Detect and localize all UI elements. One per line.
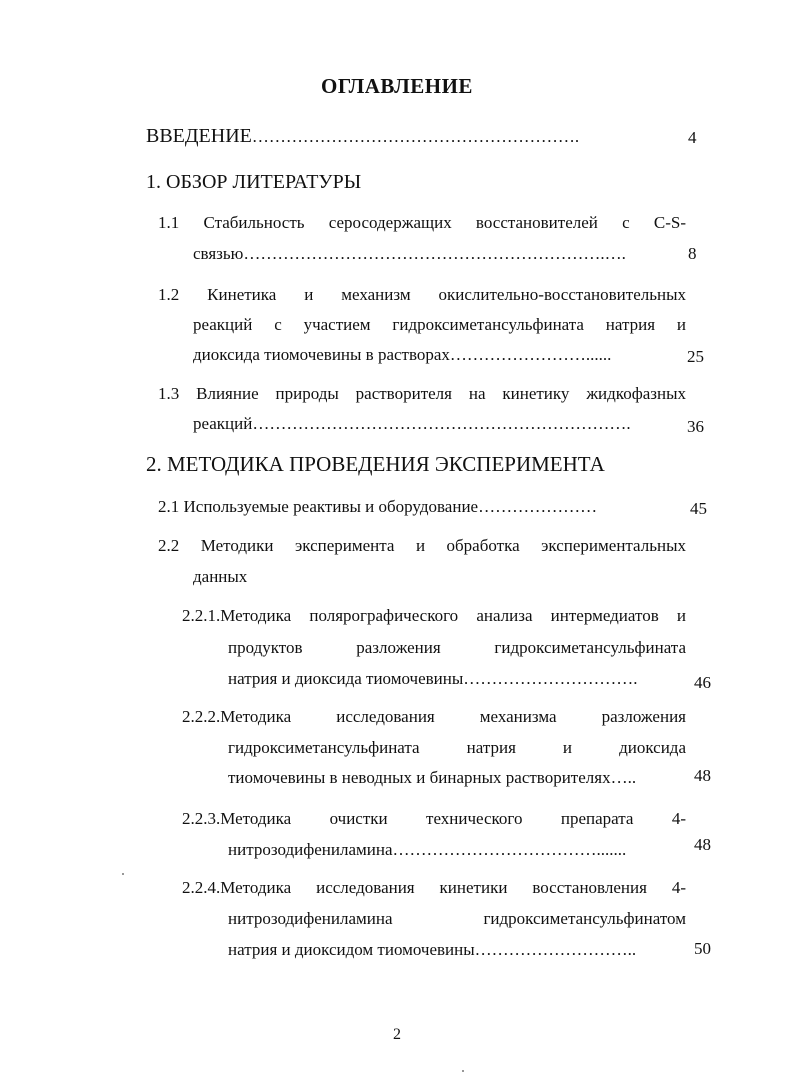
toc-entry-2-2-line2: данных bbox=[193, 567, 248, 586]
toc-entry-2-2-3-line1: 2.2.3.Методика очистки технического препарата 4- bbox=[182, 809, 686, 828]
toc-entry-2-1-line1: 2.1 Используемые реактивы и оборудование………………… bbox=[158, 497, 598, 516]
toc-entry-2-2-1-line3: натрия и диоксида тиомочевины…………………………. bbox=[228, 669, 638, 688]
toc-entry-2-2-4-line1: 2.2.4.Методика исследования кинетики восстановления 4- bbox=[182, 878, 686, 897]
toc-page-number: 48 bbox=[694, 835, 711, 854]
toc-page-number: 36 bbox=[687, 417, 704, 436]
footer-page-number: 2 bbox=[393, 1026, 401, 1043]
toc-entry-1-2-line3: диоксида тиомочевины в растворах……………………...... bbox=[193, 345, 612, 364]
toc-entry-2-2-1-line1: 2.2.1.Методика полярографического анализа интермедиатов и bbox=[182, 606, 686, 625]
toc-entry-2-2-line1: 2.2 Методики эксперимента и обработка экспериментальных bbox=[158, 536, 686, 555]
toc-entry-2-2-2-line3: тиомочевины в неводных и бинарных растворителях….. bbox=[228, 768, 637, 787]
toc-chapter-1: 1. ОБЗОР ЛИТЕРАТУРЫ bbox=[146, 171, 362, 193]
toc-page-number: 25 bbox=[687, 347, 704, 366]
toc-page-number: 48 bbox=[694, 766, 711, 785]
toc-entry-2-2-3-line2: нитрозодифениламина………………………………....... bbox=[228, 840, 627, 859]
toc-entry-label: ВВЕДЕНИЕ bbox=[146, 125, 252, 147]
toc-page-number: 46 bbox=[694, 673, 711, 692]
toc-entry-2-2-2-line2: гидроксиметансульфината натрия и диоксида bbox=[228, 738, 686, 757]
toc-entry-2-2-4-line3: натрия и диоксидом тиомочевины……………………….. bbox=[228, 940, 637, 959]
toc-page-number: 4 bbox=[688, 128, 697, 147]
toc-leader-dots: …………………………………………………. bbox=[251, 127, 580, 146]
toc-page-number: 45 bbox=[690, 499, 707, 518]
toc-entry-2-2-2-line1: 2.2.2.Методика исследования механизма разложения bbox=[182, 707, 686, 726]
toc-entry-2-2-4-line2: нитрозодифениламина гидроксиметансульфинатом bbox=[228, 909, 686, 928]
page-title: ОГЛАВЛЕНИЕ bbox=[321, 74, 473, 98]
toc-page-number: 50 bbox=[694, 939, 711, 958]
toc-entry-1-1-line1: 1.1 Стабильность серосодержащих восстановителей с C-S- bbox=[158, 213, 686, 232]
toc-entry-1-2-line1: 1.2 Кинетика и механизм окислительно-восстановительных bbox=[158, 285, 686, 304]
toc-entry-1-3-line1: 1.3 Влияние природы растворителя на кинетику жидкофазных bbox=[158, 384, 686, 403]
toc-entry-2-2-1-line2: продуктов разложения гидроксиметансульфината bbox=[228, 638, 686, 657]
toc-entry-1-2-line2: реакций с участием гидроксиметансульфината натрия и bbox=[193, 315, 686, 334]
toc-chapter-2: 2. МЕТОДИКА ПРОВЕДЕНИЯ ЭКСПЕРИМЕНТА bbox=[146, 452, 605, 476]
scan-speck bbox=[122, 873, 124, 875]
scan-speck bbox=[462, 1070, 464, 1072]
toc-entry-1-1-line2: связью……………………………………………………….…. bbox=[193, 244, 626, 263]
toc-page-number: 8 bbox=[688, 244, 697, 263]
toc-entry-intro bbox=[146, 124, 579, 149]
toc-entry-1-3-line2: реакций…………………………………………………………. bbox=[193, 414, 631, 433]
